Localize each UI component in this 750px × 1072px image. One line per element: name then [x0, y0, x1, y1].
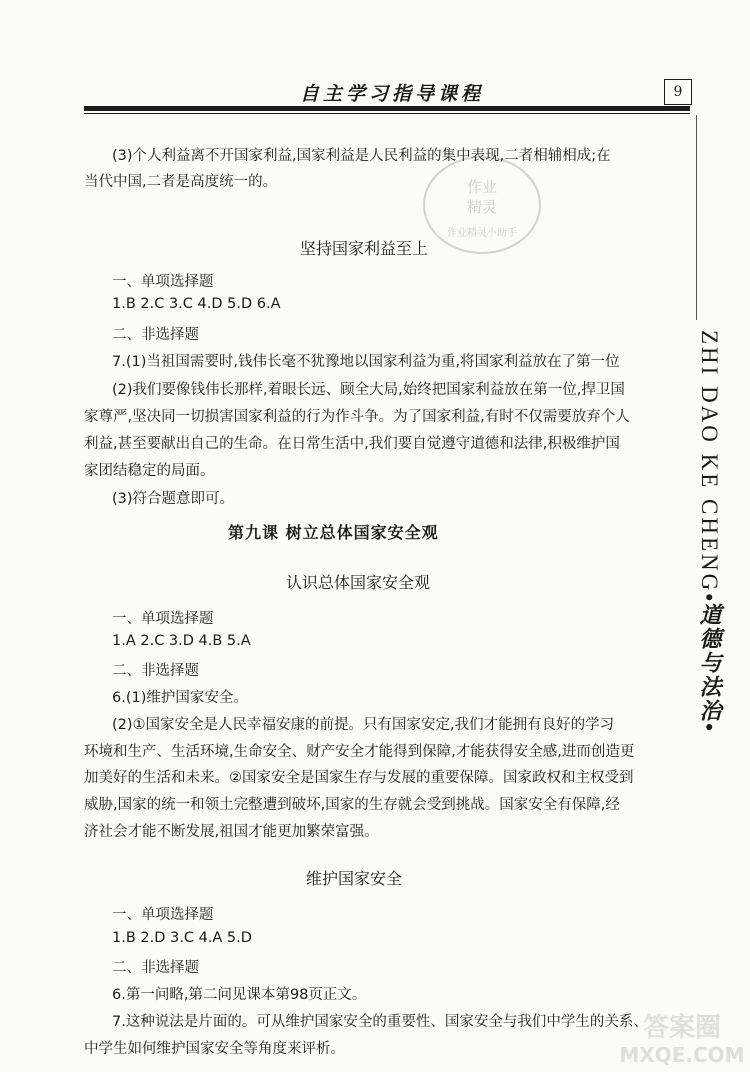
- text-line: 利益,甚至要献出自己的生命。在日常生活中,我们要自觉遵守道德和法律,积极维护国: [84, 436, 620, 452]
- section-heading: 认识总体国家安全观: [286, 573, 431, 592]
- text-line: 1.A 2.C 3.D 4.B 5.A: [112, 633, 251, 649]
- text-line: 济社会才能不断发展,祖国才能更加繁荣富强。: [84, 824, 379, 840]
- text-line: 二、非选择题: [112, 663, 199, 679]
- text-line: 一、单项选择题: [112, 907, 214, 923]
- watermark-line-1: 答案圈: [642, 1013, 722, 1043]
- watermark-logo: [618, 1008, 746, 1068]
- stamp-line-2: 精灵: [466, 198, 498, 216]
- text-line: (3)个人利益离不开国家利益,国家利益是人民利益的集中表现,二者相辅相成;在: [112, 148, 611, 164]
- text-line: 1.B 2.C 3.C 4.D 5.D 6.A: [112, 296, 281, 312]
- text-line: 1.B 2.D 3.C 4.A 5.D: [112, 930, 252, 946]
- section-heading: 维护国家安全: [306, 869, 403, 888]
- stamp-line-1: 作业: [466, 178, 498, 196]
- text-line: 7.这种说法是片面的。可从维护国家安全的重要性、国家安全与我们中学生的关系、: [112, 1014, 648, 1030]
- text-line: 6.(1)维护国家安全。: [112, 690, 248, 706]
- text-line: (2)①国家安全是人民幸福安康的前提。只有国家安定,我们才能拥有良好的学习: [112, 717, 615, 733]
- text-line: 一、单项选择题: [112, 274, 214, 290]
- text-line: (2)我们要像钱伟长那样,着眼长远、顾全大局,始终把国家利益放在第一位,捍卫国: [112, 382, 625, 398]
- text-line: 7.(1)当祖国需要时,钱伟长毫不犹豫地以国家利益为重,将国家利益放在了第一位: [112, 354, 620, 370]
- lesson-title: 第九课 树立总体国家安全观: [228, 523, 439, 542]
- text-line: 中学生如何维护国家安全等角度来评析。: [84, 1041, 345, 1057]
- stamp-line-3: 作业精灵小助手: [447, 228, 517, 239]
- running-header-title: 自主学习指导课程: [300, 83, 485, 105]
- text-line: 环境和生产、生活环境,生命安全、财产安全才能得到保障,才能获得安全感,进而创造更: [84, 744, 635, 760]
- text-line: 6.第一问略,第二问见课本第98页正文。: [112, 987, 367, 1003]
- watermark-line-2: MXQE.COM: [619, 1043, 745, 1067]
- page-number: 9: [664, 79, 692, 105]
- text-line: 加美好的生活和未来。②国家安全是国家生存与发展的重要保障。国家政权和主权受到: [84, 770, 634, 786]
- text-line: (3)符合题意即可。: [112, 491, 235, 507]
- text-line: 当代中国,二者是高度统一的。: [84, 174, 278, 190]
- text-line: 一、单项选择题: [112, 611, 214, 627]
- text-line: 家尊严,坚决同一切损害国家利益的行为作斗争。为了国家利益,有时不仅需要放弃个人: [84, 409, 630, 425]
- text-line: 二、非选择题: [112, 960, 199, 976]
- section-heading: 坚持国家利益至上: [300, 239, 429, 258]
- side-series-cjk: •道德与法治•: [697, 593, 722, 733]
- text-line: 二、非选择题: [112, 327, 199, 343]
- side-series-latin: ZHI DAO KE CHENG: [697, 330, 722, 594]
- text-line: 威胁,国家的统一和领土完整遭到破坏,国家的生存就会受到挑战。国家安全有保障,经: [84, 797, 620, 813]
- text-line: 家团结稳定的局面。: [84, 463, 215, 479]
